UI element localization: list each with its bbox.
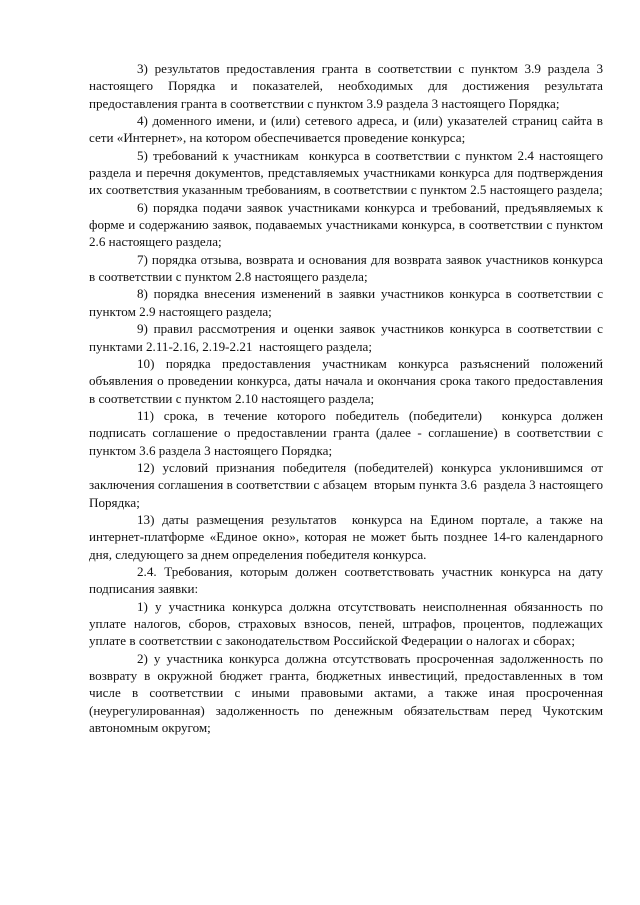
paragraph-item-6-submission: 6) порядка подачи заявок участниками конкурса и требований, предъявляемых к форме и содержанию заявок, подаваемых участниками конкурса, в соответствии с пунктом 2.6 настоящего раздела; xyxy=(89,199,607,250)
paragraph-item-12-conditions: 12) условий признания победителя (победителей) конкурса уклонившимся от заключения соглашения в соответствии с абзацем вторым пункта 3.6 раздела 3 настоящего Порядка; xyxy=(89,459,607,510)
document-page xyxy=(89,60,610,736)
paragraph-item-4-domain: 4) доменного имени, и (или) сетевого адреса, и (или) указателей страниц сайта в сети «Интернет», на котором обеспечивается проведение конкурса; xyxy=(89,113,607,146)
paragraph-item-13-publication: 13) даты размещения результатов конкурса на Едином портале, а также на интернет-платформе «Единое окно», которая не может быть позднее 14-го календарного дня, следующего за днем определения победителя конкурса. xyxy=(89,511,607,562)
paragraph-item-10-clarifications: 10) порядка предоставления участникам конкурса разъяснений положений объявления о проведении конкурса, даты начала и окончания срока такого предоставления в соответствии с пунктом 2.10 настоящего раздела; xyxy=(89,355,607,406)
paragraph-item-9-evaluation: 9) правил рассмотрения и оценки заявок участников конкурса в соответствии с пунктами 2.11-2.16, 2.19-2.21 настоящего раздела; xyxy=(89,321,607,354)
paragraph-item-3-results: 3) результатов предоставления гранта в соответствии с пунктом 3.9 раздела 3 настоящего Порядка и показателей, необходимых для достижения результата предоставления гранта в соответствии с пунктом 3.9 раздела 3 настоящего Порядка; xyxy=(89,61,610,111)
paragraph-section-2-4-heading: 2.4. Требования, которым должен соответствовать участник конкурса на дату подписания заявки: xyxy=(89,563,607,597)
paragraph-item-5-requirements: 5) требований к участникам конкурса в соответствии с пунктом 2.4 настоящего раздела и перечня документов, представляемых участниками конкурса для подтверждения их соответствия указанным требованиям, в соответствии с пунктом 2.5 настоящего раздела; xyxy=(89,147,607,198)
paragraph-item-11-deadline: 11) срока, в течение которого победитель (победители) конкурса должен подписать соглашение о предоставлении гранта (далее - соглашение) в соответствии с пунктом 3.6 раздела 3 настоящего Порядка; xyxy=(89,407,607,458)
paragraph-item-7-withdrawal: 7) порядка отзыва, возврата и основания для возврата заявок участников конкурса в соответствии с пунктом 2.8 настоящего раздела; xyxy=(89,251,607,285)
paragraph-item-8-changes: 8) порядка внесения изменений в заявки участников конкурса в соответствии с пунктом 2.9 настоящего раздела; xyxy=(89,286,607,319)
paragraph-req-1-taxes: 1) у участника конкурса должна отсутствовать неисполненная обязанность по уплате налогов, сборов, страховых взносов, пеней, штрафов, процентов, подлежащих уплате в соответствии с законодательством Российской Федерации о налогах и сборах; xyxy=(89,598,607,649)
paragraph-req-2-debt: 2) у участника конкурса должна отсутствовать просроченная задолженность по возврату в окружной бюджет гранта, бюджетных инвестиций, предоставленных в том числе в соответствии с иными правовыми актами, а также иная просроченная (неурегулированная) задолженность по денежным обязательствам перед Чукотским автономным округом; xyxy=(89,650,607,736)
